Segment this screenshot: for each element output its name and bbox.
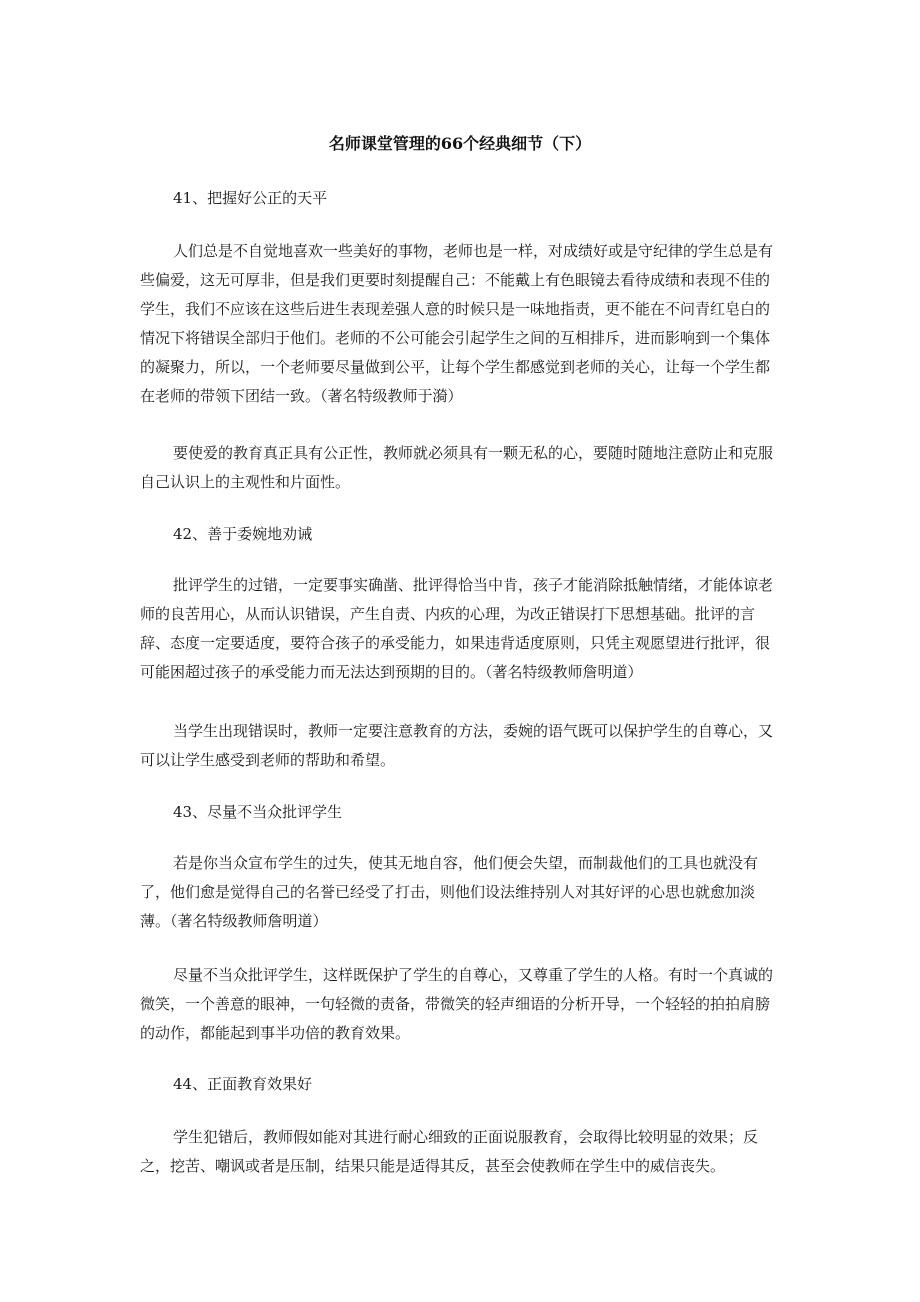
paragraph: 若是你当众宣布学生的过失，使其无地自容，他们便会失望，而制裁他们的工具也就没有了，他们愈是觉得自己的名誉已经受了打击，则他们设法维持别人对其好评的心思也就愈加淡薄。（著名特级教师詹明道）	[140, 854, 759, 930]
section-heading-42: 42、善于委婉地劝诫	[173, 525, 313, 543]
paragraph: 当学生出现错误时，教师一定要注意教育的方法，委婉的语气既可以保护学生的自尊心，又可以让学生感受到老师的帮助和希望。	[140, 722, 774, 769]
page-title: 名师课堂管理的66个经典细节（下）	[328, 134, 592, 153]
paragraph: 学生犯错后，教师假如能对其进行耐心细致的正面说服教育，会取得比较明显的效果；反之，挖苦、嘲讽或者是压制，结果只能是适得其反，甚至会使教师在学生中的威信丧失。	[140, 1128, 759, 1175]
paragraph: 批评学生的过错，一定要事实确凿、批评得恰当中肯，孩子才能消除抵触情绪，才能体谅老师的良苦用心，从而认识错误，产生自责、内疚的心理，为改正错误打下思想基础。批评的言辞、态度一定要适度，要符合孩子的承受能力，如果违背适度原则，只凭主观愿望进行批评，很可能困超过孩子的承受能力而无法达到预期的目的。（著名特级教师詹明道）	[140, 576, 774, 681]
section-heading-44: 44、正面教育效果好	[173, 1075, 313, 1093]
paragraph: 尽量不当众批评学生，这样既保护了学生的自尊心，又尊重了学生的人格。有时一个真诚的微笑，一个善意的眼神，一句轻微的责备，带微笑的轻声细语的分析开导，一个轻轻的拍拍肩膀的动作，都能起到事半功倍的教育效果。	[140, 966, 774, 1042]
paragraph: 人们总是不自觉地喜欢一些美好的事物，老师也是一样，对成绩好或是守纪律的学生总是有些偏爱，这无可厚非，但是我们更要时刻提醒自己：不能戴上有色眼镜去看待成绩和表现不佳的学生，我们不应该在这些后进生表现差强人意的时候只是一味地指责，更不能在不问青红皂白的情况下将错误全部归于他们。老师的不公可能会引起学生之间的互相排斥，进而影响到一个集体的凝聚力，所以，一个老师要尽量做到公平，让每个学生都感觉到老师的关心，让每一个学生都在老师的带领下团结一致。（著名特级教师于漪）	[140, 242, 774, 405]
section-heading-43: 43、尽量不当众批评学生	[173, 803, 343, 821]
paragraph: 要使爱的教育真正具有公正性，教师就必须具有一颗无私的心，要随时随地注意防止和克服自己认识上的主观性和片面性。	[140, 444, 774, 491]
section-heading-41: 41、把握好公正的天平	[173, 189, 328, 207]
